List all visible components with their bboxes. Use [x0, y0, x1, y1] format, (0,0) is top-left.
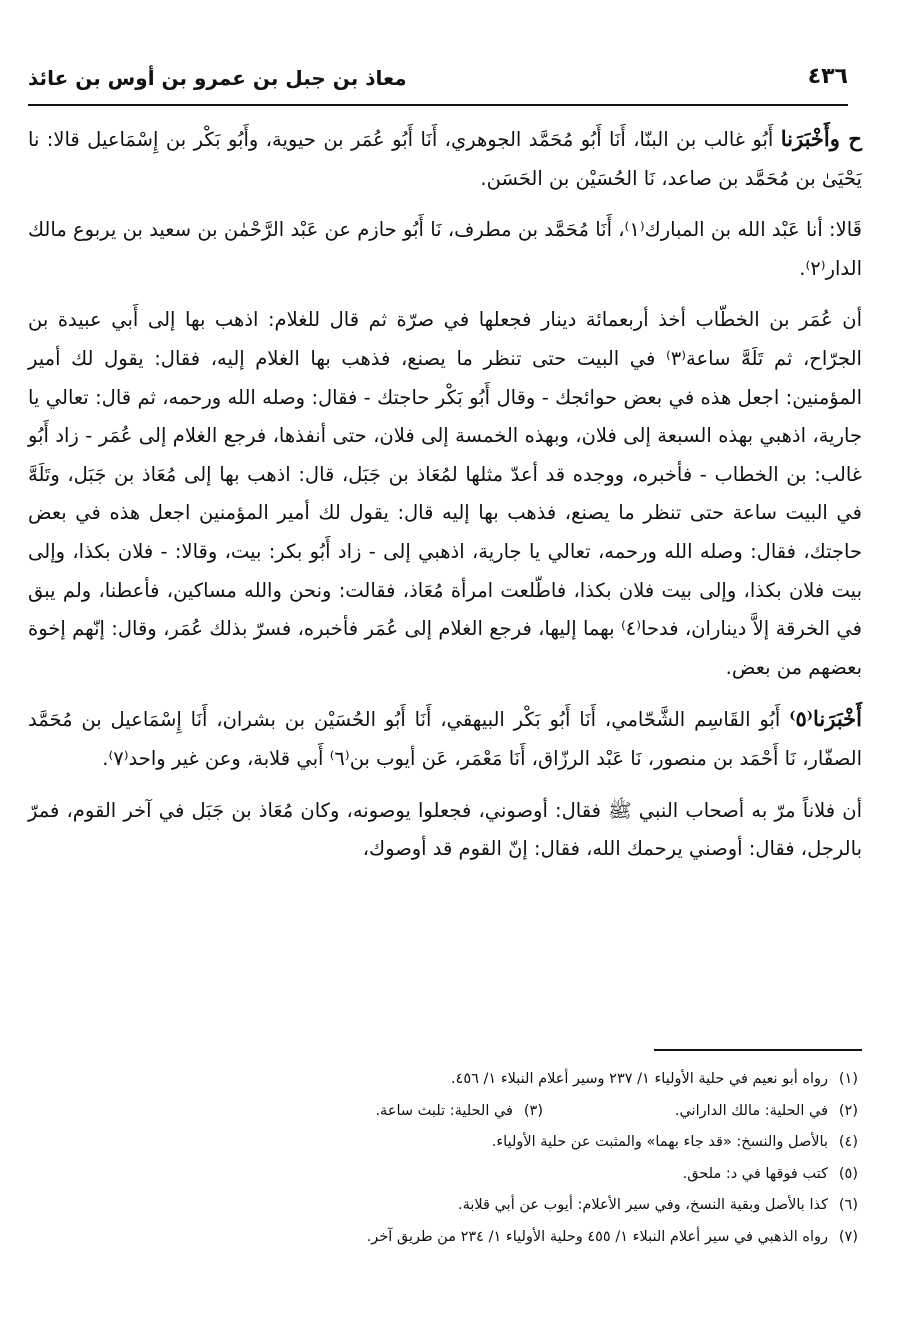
footnote — [28, 1253, 858, 1285]
footnote-rule — [654, 1049, 862, 1051]
running-title: معاذ بن جبل بن عمرو بن أوس بن عائذ — [28, 66, 407, 90]
paragraph-text: أَبُو غالب بن البنّا، أَنَا أَبُو مُحَمَّد الجوهري، أَنَا أَبُو عُمَر بن حيوية، وأَبُو بَكْر بن إِسْمَاعيل قالا: نا يَحْيَىٰ بن مُحَمَّد بن صاعد، نَا الحُسَيْن بن الحَسَن. — [28, 128, 862, 190]
footnote-number: (٦) — [838, 1197, 858, 1213]
paragraph-isnad-3 — [28, 700, 862, 778]
footnote-text: كتب فوقها في د: ملحق. — [682, 1165, 828, 1182]
footnotes — [28, 1064, 858, 1285]
footnote-number: (٢) — [838, 1102, 858, 1119]
footnote-text: رواه الذهبي في سير أعلام النبلاء ١/ ٤٥٥ وحلية الأولياء ١/ ٢٣٤ من طريق آخر. — [366, 1228, 828, 1245]
footnote-text: في الحلية: مالك الداراني. — [674, 1102, 828, 1119]
footnote — [28, 1190, 858, 1222]
paragraph-isnad-1 — [28, 120, 862, 198]
footnote — [28, 1159, 858, 1191]
paragraph-narration: أن عُمَر بن الخطّاب أخذ أربعمائة دينار فجعلها في صرّة ثم قال للغلام: اذهب بها إلى أَبي عبيدة بن الجرّاح، ثم تَلَهَّ ساعة⁽٣⁾ في البيت حتى تنظر ما يصنع، فذهب بها الغلام إليه، فقال: يقول لك أمير المؤمنين: اجعل هذه في بعض حوائجك - وقال أَبُو بَكْر حاجتك - فقال: وصله الله ورحمه، ثم قال: تعالي يا جارية، اذهبي بهذه السبعة إلى فلان، وبهذه الخمسة إلى فلان، حتى أنفذها، فرجع الغلام إلى عُمَر - زاد أَبُو غالب: بن الخطاب - فأخبره، ووجده قد أعدّ مثلها لمُعَاذ بن جَبَل، قال: اذهب بها إلى مُعَاذ بن جَبَل، وتَلَهَّ في البيت ساعة حتى تنظر ما يصنع، فذهب بها إليه قال: يقول لك أمير المؤمنين اجعل هذه في بعض حاجتك، فقال: وصله الله ورحمه، تعالي يا جارية، اذهبي إلى - زاد أَبُو بكر: بيت، وقالا: - فلان بكذا، وإلى بيت فلان بكذا، وإلى بيت فلان بكذا، فاطّلعت امرأة مُعَاذ، فقالت: ونحن والله مساكين، فأعطنا، ولم يبق في الخرقة إلاَّ ديناران، فدحا⁽٤⁾ بهما إليها، فرجع الغلام إلى عُمَر فأخبره، فسرّ بذلك عُمَر، وقال: إنّهم إخوة بعضهم من بعض. — [28, 308, 862, 679]
footnote — [28, 1127, 858, 1159]
page-header — [28, 64, 848, 100]
footnote-number: (٧) — [838, 1228, 858, 1245]
footnote-text: بالأصل والنسخ: «قد جاء بهما» والمثبت عن حلية الأولياء. — [491, 1134, 828, 1150]
chain-keyword: ح وأَخْبَرَنا — [780, 126, 862, 151]
header-rule — [28, 104, 848, 106]
paragraph-isnad-2: قَالا: أنا عَبْد الله بن المبارك⁽١⁾، أَنَا مُحَمَّد بن مطرف، نَا أَبُو حازم عن عَبْد الرَّحْمٰن بن سعيد بن يربوع مالك الدار⁽٢⁾. — [28, 218, 862, 280]
footnote — [28, 1222, 858, 1254]
main-text — [28, 120, 862, 869]
footnote-inline — [375, 1096, 543, 1128]
footnote-number: (٤) — [838, 1134, 858, 1150]
footnote-text: رواه أبو نعيم في حلية الأولياء ١/ ٢٣٧ وسير أعلام النبلاء ١/ ٤٥٦. — [450, 1071, 828, 1087]
footnote-number: (١) — [838, 1071, 858, 1087]
footnote — [28, 1096, 858, 1128]
paragraph-text: أَبُو القَاسِم الشَّحّامي، أَنَا أَبُو بَكْر البيهقي، أَنَا أَبُو الحُسَيْن بن بشران، أَنَا إِسْمَاعيل بن مُحَمَّد الصفّار، نَا أَحْمَد بن منصور، نَا عَبْد الرزّاق، أَنَا مَعْمَر، عَن أيوب بن⁽٦⁾ أَبي قلابة، وعن غير واحد⁽٧⁾. — [28, 708, 862, 770]
footnote-text: كذا بالأصل وبقية النسخ، وفي سير الأعلام: أيوب عن أبي قلابة. — [457, 1197, 828, 1213]
footnote-number: (٥) — [838, 1165, 858, 1182]
page-number: ٤٣٦ — [807, 64, 848, 89]
footnote-text: في الحلية: تلبث ساعة. — [375, 1102, 513, 1119]
footnote — [28, 1064, 858, 1096]
chain-keyword: أَخْبَرَنا⁽٥⁾ — [789, 706, 862, 732]
paragraph-narration-2: أن فلاناً مرّ به أصحاب النبي ﷺ فقال: أوصوني، فجعلوا يوصونه، وكان مُعَاذ بن جَبَل في آخر القوم، فمرّ بالرجل، فقال: أوصني يرحمك الله، فقال: إنّ القوم قد أوصوك، — [28, 798, 862, 861]
footnote-number: (٣) — [523, 1102, 543, 1119]
